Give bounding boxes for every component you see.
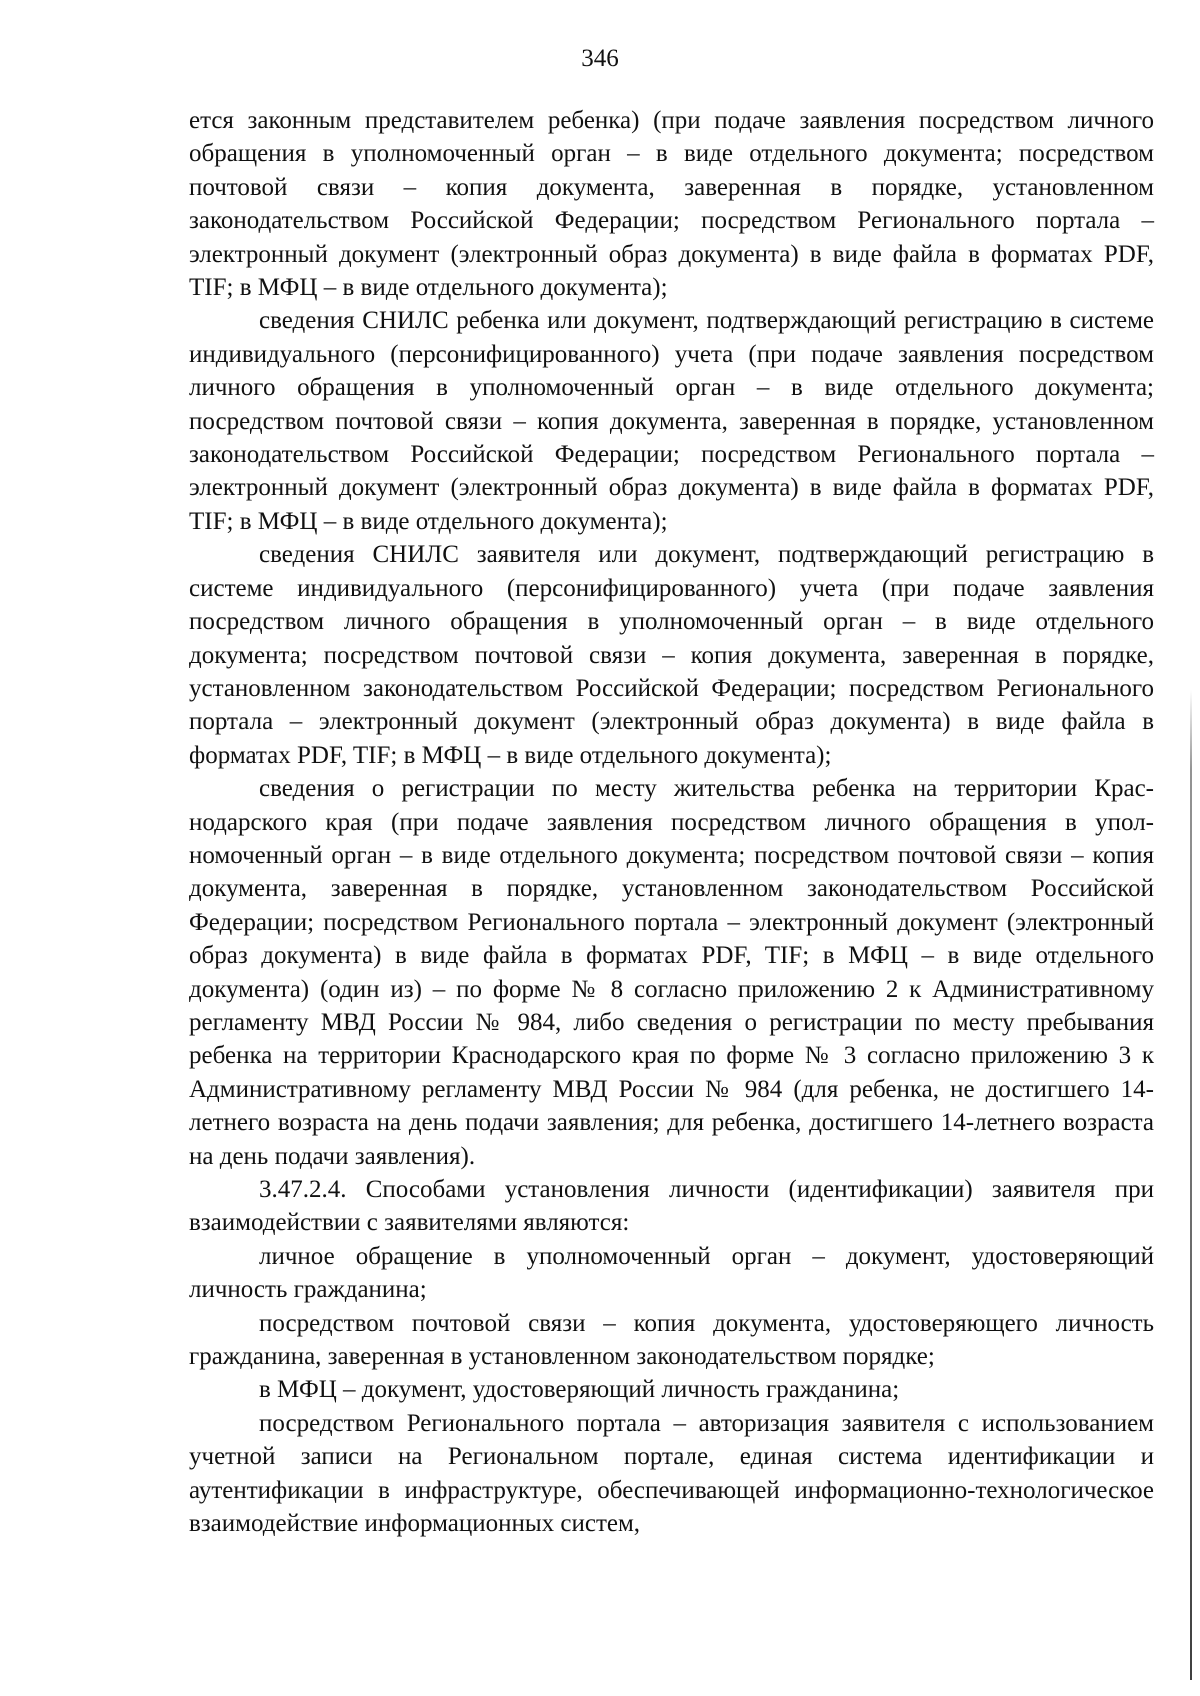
paragraph-continuation: ется законным представителем ребенка) (при подаче заявления посредством личного обращения в уполномоченный орган – в виде отдельного документа; посредством почтовой связи – копия документа, заверенная в порядке, установленном законодательством Российской Федерации; посредством Регионального портала – электронный документ (электронный образ документа) в виде файла в форматах PDF, TIF; в МФЦ – в виде отдельного документа); [189, 107, 1154, 302]
paragraph-regional-portal: посредством Регионального портала – авторизация заявителя с использованием учетной записи на Региональном портале, единая система идентификации и аутентификации в инфраструктуре, обеспечивающей информационно-технологическое взаимодействие информационных систем, [189, 1409, 1154, 1538]
page-number: 346 [581, 45, 619, 72]
paragraph-mfc: в МФЦ – документ, удостоверяющий личность гражданина; [259, 1376, 900, 1404]
paragraph-snils-applicant: сведения СНИЛС заявителя или документ, подтверждающий регистрацию в системе индивидуального (персонифицированного) учета (при подаче заявления посредством личного обращения в уполномоченный орган – в виде отдельного документа; посредством почтовой связи – копия документа, заверенная в порядке, установленном законодательством Российской Федерации; посредством Регионального портала – электронный документ (электронный образ документа) в виде файла в форматах PDF, TIF; в МФЦ – в виде отдельного документа); [189, 541, 1154, 769]
scan-edge-line [1190, 690, 1192, 1680]
paragraph-identification-methods: 3.47.2.4. Способами установления личности (идентификации) заявителя при взаимодействии с заявителями являются: [189, 1176, 1154, 1237]
paragraph-registration-info: сведения о регистрации по месту жительства ребенка на территории Краснодарского края (при подаче заявления посредством личного обращения в уполномоченный орган – в виде отдельного документа; посредством почтовой связи – копия документа, заверенная в порядке, установленном законодательством Российской Федерации; посредством Регионального портала – электронный документ (электронный образ документа) в виде файла в форматах PDF, TIF; в МФЦ – в виде отдельного документа) (один из) – по форме № 8 согласно приложению 2 к Административному регламенту МВД России № 984, либо сведения о регистрации по месту пребывания ребенка на территории Краснодарского края по форме № 3 согласно приложению 3 к Административному регламенту МВД России № 984 (для ребенка, не достигшего 14-летнего возраста на день подачи заявления; для ребенка, достигшего 14-летнего возраста на день подачи заявления). [189, 775, 1154, 1170]
document-body [189, 104, 1154, 1540]
paragraph-personal-appeal: личное обращение в уполномоченный орган – документ, удостоверяющий личность гражданина; [189, 1242, 1154, 1304]
paragraph-postal: посредством почтовой связи – копия документа, удостоверяющего личность гражданина, заверенная в установленном законодательством порядке; [189, 1309, 1154, 1371]
paragraph-snils-child: сведения СНИЛС ребенка или документ, подтверждающий регистрацию в системе индивидуального (персонифицированного) учета (при подаче заявления посредством личного обращения в уполномоченный орган – в виде отдельного документа; посредством почтовой связи – копия документа, заверенная в порядке, установленном законодательством Российской Федерации; посредством Регионального портала – электронный документ (электронный образ документа) в виде файла в форматах PDF, TIF; в МФЦ – в виде отдельного документа); [189, 307, 1154, 535]
